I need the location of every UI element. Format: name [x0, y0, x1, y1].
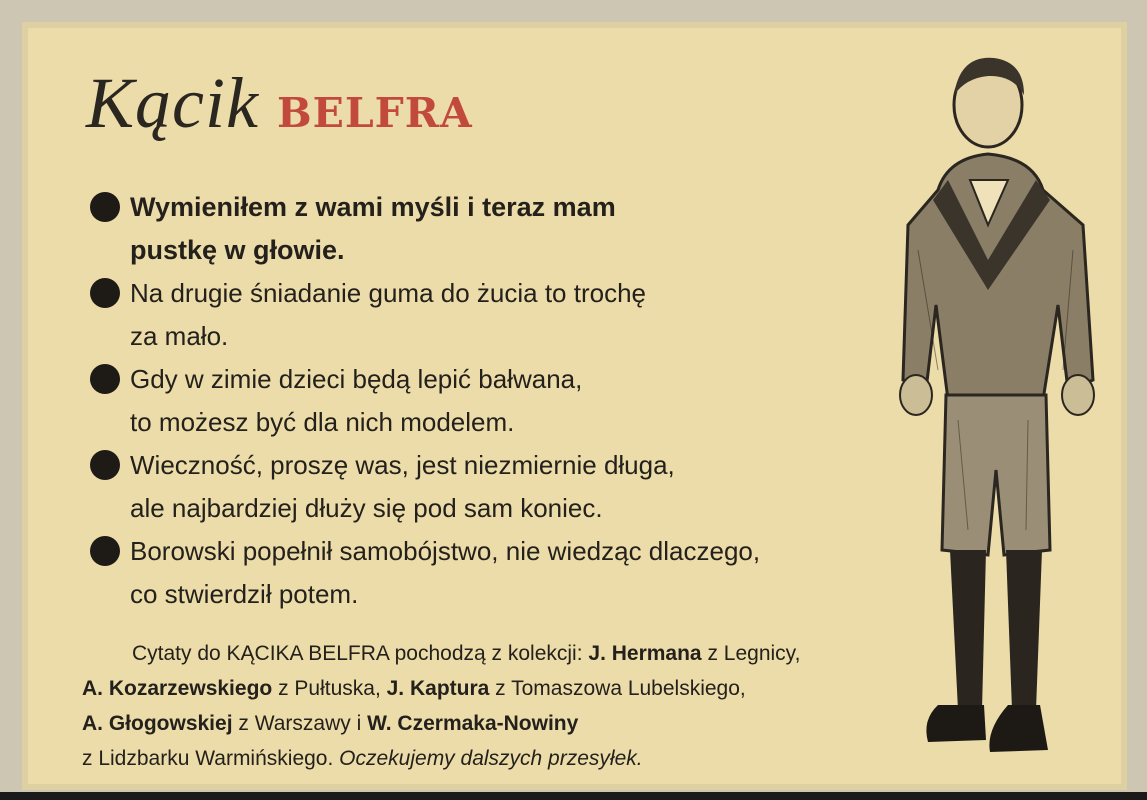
credit-place: z Tomaszowa Lubelskiego, [489, 677, 746, 700]
credit-place: z Pułtuska, [272, 677, 387, 700]
quote-item [84, 530, 904, 616]
quote-line: Borowski popełnił samobójstwo, nie wiedząc dlaczego, [130, 536, 761, 566]
credit-name: A. Głogowskiej [82, 712, 233, 735]
bottom-edge [0, 792, 1147, 800]
quote-item [84, 444, 904, 530]
bullet-icon [90, 450, 120, 480]
credit-name: W. Czermaka-Nowiny [367, 712, 579, 735]
quote-line: to możesz być dla nich modelem. [130, 407, 515, 437]
quote-item [84, 358, 904, 444]
quote-line: Na drugie śniadanie guma do żucia to trochę [130, 278, 646, 308]
quote-line: Wieczność, proszę was, jest niezmiernie długa, [130, 450, 675, 480]
credits [82, 636, 962, 776]
quote-line: za mało. [130, 321, 229, 351]
credit-place: z Warszawy i [232, 712, 368, 735]
credits-line [82, 706, 962, 741]
quote-item [84, 272, 904, 358]
credit-name: J. Kaptura [386, 677, 490, 700]
bullet-icon [90, 192, 120, 222]
credits-line [82, 671, 962, 706]
closing-note: Oczekujemy dalszych przesyłek. [339, 747, 643, 770]
quote-line: Gdy w zimie dzieci będą lepić bałwana, [130, 364, 583, 394]
credits-line [82, 741, 962, 776]
quote-line: Wymieniłem z wami myśli i teraz mam [130, 192, 616, 222]
credits-line [82, 636, 962, 671]
credit-place: z Legnicy, [701, 642, 801, 665]
credit-name: A. Kozarzewskiego [82, 677, 273, 700]
bullet-icon [90, 536, 120, 566]
quote-line: co stwierdził potem. [130, 579, 359, 609]
quote-list [84, 186, 904, 616]
credits-intro: Cytaty do KĄCIKA BELFRA pochodzą z kolekcji: [132, 642, 589, 665]
bullet-icon [90, 364, 120, 394]
quote-line: pustkę w głowie. [130, 235, 345, 265]
credit-name: J. Hermana [588, 642, 702, 665]
credit-place: z Lidzbarku Warmińskiego. [82, 747, 340, 770]
page-title [86, 62, 473, 145]
title-bold: BELFRA [276, 89, 473, 137]
bullet-icon [90, 278, 120, 308]
quote-item [84, 186, 904, 272]
title-italic: Kącik [86, 63, 259, 143]
boy-illustration-icon [878, 50, 1118, 780]
quote-line: ale najbardziej dłuży się pod sam koniec. [130, 493, 603, 523]
